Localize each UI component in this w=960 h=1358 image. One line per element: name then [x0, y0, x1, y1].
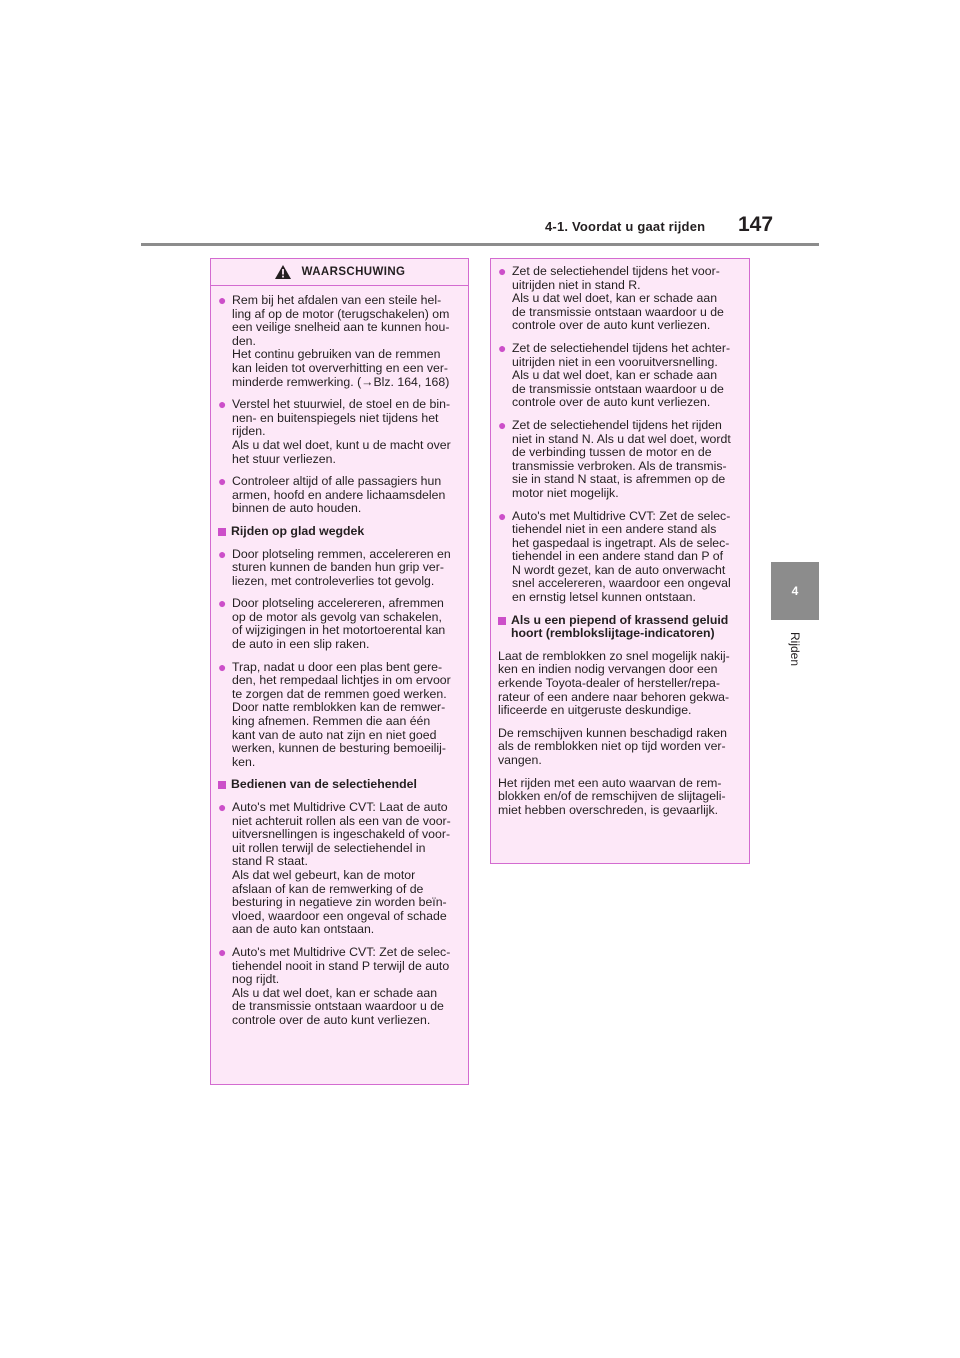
- bullet-text: Zet de selectiehendel tijdens het rijden niet in stand N. Als u dat wel doet, wordt de verbinding tussen de motor en de transmissie verbroken. Als de transmis- sie in stand N staat, is afremmen op de motor niet mogelijk.: [512, 417, 731, 500]
- bullet-item: [218, 398, 458, 466]
- bullet-item: [218, 597, 458, 651]
- bullet-text: Trap, nadat u door een plas bent gere- den, het rempedaal lichtjes in om ervoor te zorgen dat de remmen goed werken. Door natte remblokken kan de remwer- king afnemen. Remmen die aan één kant van de auto nat zijn en niet goed werken, kunnen de besturing bemoeilij- ken.: [232, 659, 451, 769]
- bullet-item: [218, 658, 458, 770]
- bullet-text: Zet de selectiehendel tijdens het voor- uitrijden niet in stand R. Als u dat wel doet, kan er schade aan de transmissie ontstaan waardoor u de controle over de auto kunt verliezen.: [512, 264, 724, 333]
- bullet-text: Rem bij het afdalen van een steile hel- ling af op de motor (terugschakelen) om een veilige snelheid aan te kunnen hou- den. Het continu gebruiken van de remmen kan leiden tot oververhitting en een ver- minderde remwerking. (→Blz. 164, 168): [232, 293, 450, 389]
- bullet-text: Controleer altijd of alle passagiers hun armen, hoofd en andere lichaamsdelen binnen de auto houden.: [232, 474, 446, 516]
- paragraph: Het rijden met een auto waarvan de rem- blokken en/of de remschijven de slijtageli- miet hebben overschreden, is gevaarlijk.: [498, 775, 726, 817]
- bullet-item: [498, 265, 739, 333]
- bullet-item: [218, 545, 458, 589]
- square-bullet-icon: [218, 525, 231, 539]
- page-number: 147: [738, 213, 774, 236]
- subheading-text: Bedienen van de selectiehendel: [231, 777, 417, 792]
- bullet-item: [498, 416, 739, 501]
- bullet-text: Door plotseling remmen, accelereren en sturen kunnen de banden hun grip ver- liezen, met controleverlies tot gevolg.: [232, 546, 451, 588]
- bullet-text: Auto's met Multidrive CVT: Zet de selec- tiehendel nooit in stand P terwijl de auto nog rijdt. Als u dat wel doet, kan er schade aan de transmissie ontstaan waardoor u de controle over de auto kunt verliezen.: [232, 944, 451, 1027]
- bullet-item: [218, 475, 458, 516]
- warning-title: WAARSCHUWING: [301, 266, 406, 278]
- round-bullet-icon: ●: [498, 339, 507, 356]
- warning-box-right: [490, 258, 750, 864]
- warning-header: [211, 259, 468, 286]
- square-bullet-icon: [498, 614, 511, 641]
- round-bullet-icon: ●: [218, 799, 227, 815]
- round-bullet-icon: ●: [218, 292, 227, 308]
- warning-content-right: [491, 259, 749, 817]
- subheading-text: Rijden op glad wegdek: [231, 523, 365, 538]
- round-bullet-icon: ●: [218, 658, 227, 675]
- round-bullet-icon: ●: [498, 507, 507, 524]
- warning-box-left: [210, 258, 469, 1085]
- round-bullet-icon: ●: [218, 396, 227, 413]
- chapter-label: Rijden: [788, 632, 802, 667]
- bullet-text: Auto's met Multidrive CVT: Laat de auto niet achteruit rollen als een van de voor- uitversnellingen is ingeschakeld of voor- uit rollen terwijl de selectiehendel in stand R staat. Als dat wel gebeurt, kan de motor afslaan of kan de remwerking of de besturing in negatieve zin worden beïn- vloed, waardoor een ongeval of schade aan de auto kan ontstaan.: [232, 800, 451, 937]
- subheading-text: Als u een piepend of krassend geluid hoort (remblokslijtage-indicatoren): [511, 612, 729, 641]
- paragraph: Laat de remblokken zo snel mogelijk nakij- ken en indien nodig vervangen door een erkende Toyota-dealer of hersteller/repa- rateur of een andere naar behoren gekwa- lificeerde en uitgeruste deskundige.: [498, 648, 730, 718]
- chapter-tab[interactable]: [771, 562, 819, 620]
- bullet-item: [218, 943, 458, 1028]
- bullet-text: Zet de selectiehendel tijdens het achter- uitrijden niet in een vooruitversnelling. Als u dat wel doet, kan er schade aan de transmissie ontstaan waardoor u de controle over de auto kunt verliezen.: [512, 340, 731, 410]
- round-bullet-icon: ●: [498, 263, 507, 279]
- bullet-text: Door plotseling accelereren, afremmen op de motor als gevolg van schakelen, of wijzigingen in het motortoerental kan de auto in een slip raken.: [232, 596, 446, 652]
- paragraph: De remschijven kunnen beschadigd raken als de remblokken niet op tijd worden ver- vangen.: [498, 725, 727, 767]
- header-section-title: 4-1. Voordat u gaat rijden: [545, 219, 706, 234]
- header-rule: [141, 243, 819, 246]
- warning-triangle-icon: [274, 264, 292, 280]
- square-bullet-icon: [218, 778, 231, 792]
- bullet-item: [218, 294, 458, 389]
- subheading: [218, 525, 458, 539]
- bullet-item: [498, 507, 739, 605]
- bullet-item: [218, 801, 458, 937]
- bullet-text: Auto's met Multidrive CVT: Zet de selec- tiehendel niet in een andere stand als het gaspedaal is ingetrapt. Als de selec- tiehendel in een andere stand dan P of N wordt gezet, kan de auto onverwacht snel accelereren, waardoor een ongeval en ernstig letsel kunnen ontstaan.: [512, 508, 731, 605]
- warning-content-left: [211, 286, 468, 1028]
- round-bullet-icon: ●: [498, 416, 507, 433]
- round-bullet-icon: ●: [218, 473, 227, 490]
- chapter-number: 4: [791, 584, 799, 598]
- round-bullet-icon: ●: [218, 943, 227, 960]
- subheading: [498, 614, 739, 641]
- subheading: [218, 778, 458, 792]
- round-bullet-icon: ●: [218, 595, 227, 612]
- bullet-item: [498, 339, 739, 410]
- round-bullet-icon: ●: [218, 545, 227, 562]
- bullet-text: Verstel het stuurwiel, de stoel en de bin- nen- en buitenspiegels niet tijdens het rijden. Als u dat wel doet, kunt u de macht over het stuur verliezen.: [232, 397, 451, 466]
